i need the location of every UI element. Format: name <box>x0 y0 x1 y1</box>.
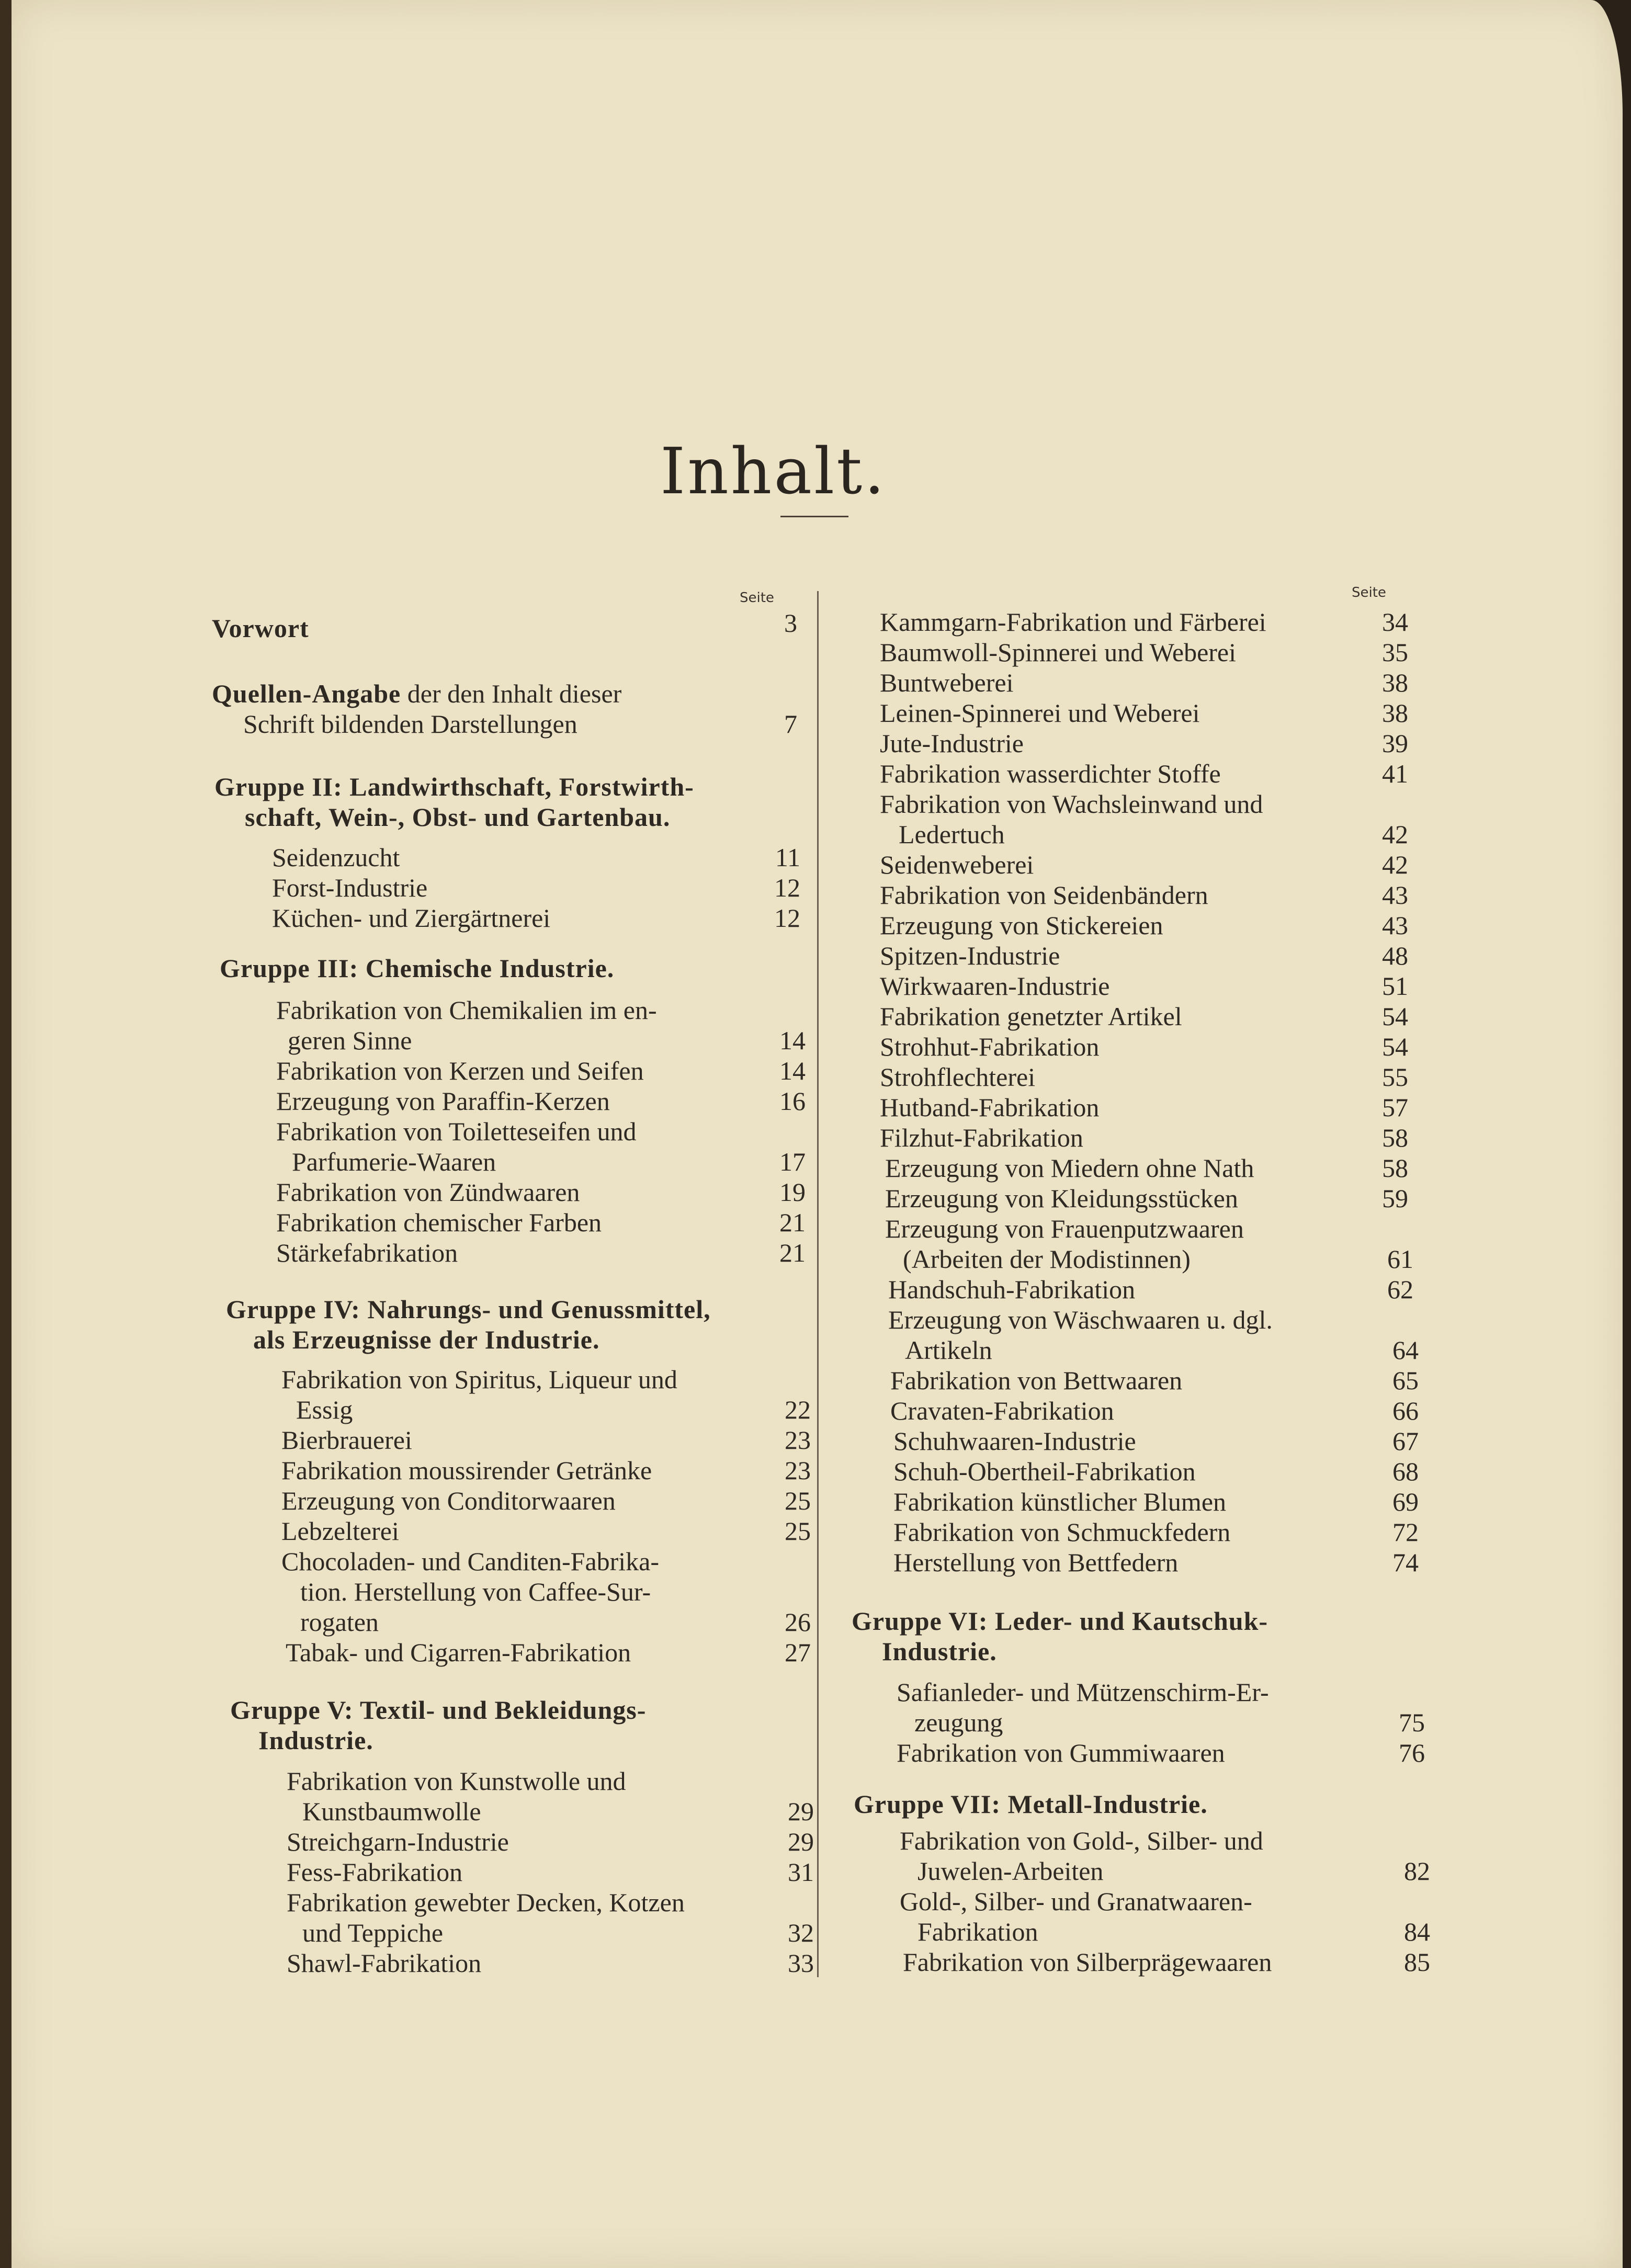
group-heading-vii: Gruppe VII: Metall-Industrie. <box>854 1789 1208 1819</box>
toc-entry: Fabrikation von Chemikalien im en- <box>276 995 657 1025</box>
toc-entry: Fabrikation gewebter Decken, Kotzen <box>287 1888 685 1917</box>
toc-entry: Fabrikation von Gold-, Silber- und <box>900 1826 1263 1855</box>
toc-page: 34 <box>1382 607 1408 637</box>
toc-entry: Kammgarn-Fabrikation und Färberei <box>880 607 1266 637</box>
toc-entry: Fabrikation von Wachsleinwand und <box>880 789 1263 819</box>
toc-entry-line: Schrift bildenden Darstellungen <box>243 709 577 739</box>
toc-entry: Fabrikation von Seidenbändern <box>880 880 1208 910</box>
toc-entry: Stärkefabrikation <box>276 1238 458 1267</box>
toc-page: 19 <box>779 1177 806 1207</box>
toc-page: 12 <box>774 873 800 902</box>
toc-entry: rogaten <box>300 1607 379 1637</box>
toc-entry: Leinen-Spinnerei und Weberei <box>880 698 1200 728</box>
toc-page: 14 <box>779 1056 806 1085</box>
toc-page: 22 <box>785 1395 811 1424</box>
toc-page: 61 <box>1387 1244 1413 1274</box>
group-heading-v: Gruppe V: Textil- und Bekleidungs- <box>230 1695 647 1725</box>
toc-page: 69 <box>1392 1487 1419 1516</box>
toc-entry: Schuh-Obertheil-Fabrikation <box>893 1457 1196 1486</box>
toc-page: 23 <box>785 1425 811 1455</box>
toc-page: 72 <box>1392 1517 1419 1547</box>
toc-entry: Filzhut-Fabrikation <box>880 1123 1083 1152</box>
toc-entry: Fabrikation <box>918 1917 1038 1946</box>
toc-entry: Fabrikation von Zündwaaren <box>276 1177 580 1207</box>
toc-page: 11 <box>775 843 800 872</box>
toc-entry: Wirkwaaren-Industrie <box>880 971 1110 1001</box>
toc-entry: Jute-Industrie <box>880 729 1024 758</box>
toc-entry: Shawl-Fabrikation <box>287 1948 482 1978</box>
toc-entry: Fabrikation von Kerzen und Seifen <box>276 1056 644 1085</box>
toc-entry: Streichgarn-Industrie <box>287 1827 509 1856</box>
toc-entry: Forst-Industrie <box>272 873 428 902</box>
toc-entry: zeugung <box>914 1708 1003 1737</box>
toc-entry: Fabrikation von Kunstwolle und <box>287 1766 626 1796</box>
toc-page: 3 <box>784 608 797 638</box>
toc-entry: Fabrikation von Gummiwaaren <box>897 1738 1225 1767</box>
toc-page: 7 <box>784 709 797 739</box>
toc-page: 62 <box>1387 1275 1413 1304</box>
toc-page: 42 <box>1382 850 1408 879</box>
toc-page: 38 <box>1382 698 1408 728</box>
toc-entry: Buntweberei <box>880 668 1014 697</box>
toc-entry: (Arbeiten der Modistinnen) <box>903 1244 1191 1274</box>
toc-page: 29 <box>788 1797 814 1826</box>
toc-page: 31 <box>788 1857 814 1887</box>
toc-entry: Essig <box>296 1395 353 1424</box>
toc-entry: Küchen- und Ziergärtnerei <box>272 903 551 933</box>
toc-entry: Parfumerie-Waaren <box>292 1147 496 1176</box>
toc-page: 12 <box>774 903 800 933</box>
toc-page: 26 <box>785 1607 811 1637</box>
book-spine <box>0 0 12 2268</box>
toc-entry: Erzeugung von Conditorwaaren <box>281 1486 616 1515</box>
toc-entry: Baumwoll-Spinnerei und Weberei <box>880 638 1237 667</box>
toc-entry: Juwelen-Arbeiten <box>918 1856 1104 1886</box>
quellen-rest: der den Inhalt dieser <box>407 679 622 708</box>
toc-page: 25 <box>785 1486 811 1515</box>
toc-heading-vorwort: Vorwort <box>212 614 309 643</box>
toc-page: 51 <box>1382 971 1408 1001</box>
toc-entry: Herstellung von Bettfedern <box>893 1548 1179 1577</box>
title-underline <box>780 516 848 517</box>
toc-page: 32 <box>788 1918 814 1947</box>
toc-page: 65 <box>1392 1366 1419 1395</box>
group-heading-iv-cont: als Erzeugnisse der Industrie. <box>253 1325 600 1354</box>
toc-page: 43 <box>1382 880 1408 910</box>
page-title: Inhalt. <box>660 434 887 508</box>
group-heading-ii: Gruppe II: Landwirthschaft, Forstwirth- <box>214 772 694 801</box>
seite-label-right: Seite <box>1352 585 1386 600</box>
toc-page: 82 <box>1404 1856 1430 1886</box>
toc-entry: Fess-Fabrikation <box>287 1857 463 1887</box>
toc-page: 17 <box>779 1147 806 1176</box>
toc-page: 55 <box>1382 1062 1408 1092</box>
toc-entry: Seidenweberei <box>880 850 1034 879</box>
toc-page: 48 <box>1382 941 1408 970</box>
toc-page: 75 <box>1399 1708 1425 1737</box>
toc-page: 35 <box>1382 638 1408 667</box>
toc-entry: Fabrikation von Bettwaaren <box>890 1366 1183 1395</box>
toc-entry: Strohhut-Fabrikation <box>880 1032 1100 1061</box>
toc-page: 54 <box>1382 1002 1408 1031</box>
toc-entry: Fabrikation künstlicher Blumen <box>893 1487 1227 1516</box>
toc-page: 21 <box>779 1208 806 1237</box>
toc-entry: Fabrikation chemischer Farben <box>276 1208 602 1237</box>
toc-entry: Fabrikation von Toiletteseifen und <box>276 1117 637 1146</box>
toc-entry: Lebzelterei <box>281 1516 399 1546</box>
toc-entry: Safianleder- und Mützenschirm-Er- <box>897 1677 1269 1707</box>
toc-entry: Erzeugung von Frauenputzwaaren <box>885 1214 1244 1243</box>
group-heading-iv: Gruppe IV: Nahrungs- und Genussmittel, <box>226 1295 711 1324</box>
toc-page: 59 <box>1382 1184 1408 1213</box>
toc-page: 64 <box>1392 1335 1419 1365</box>
toc-entry: Chocoladen- und Canditen-Fabrika- <box>281 1547 660 1576</box>
toc-page: 58 <box>1382 1123 1408 1152</box>
column-divider <box>817 591 819 1977</box>
toc-entry: und Teppiche <box>302 1918 444 1947</box>
toc-page: 33 <box>788 1948 814 1978</box>
toc-entry: Strohflechterei <box>880 1062 1036 1092</box>
toc-page: 67 <box>1392 1426 1419 1456</box>
toc-page: 39 <box>1382 729 1408 758</box>
toc-page: 57 <box>1382 1093 1408 1122</box>
toc-page: 27 <box>785 1638 811 1667</box>
group-heading-v-cont: Industrie. <box>258 1726 373 1755</box>
toc-entry: Hutband-Fabrikation <box>880 1093 1100 1122</box>
toc-entry: Erzeugung von Wäschwaaren u. dgl. <box>888 1305 1273 1334</box>
toc-entry: Seidenzucht <box>272 843 400 872</box>
toc-entry: Fabrikation moussirender Getränke <box>281 1456 652 1485</box>
quellen-bold-lead: Quellen-Angabe <box>212 679 401 708</box>
toc-page: 85 <box>1404 1947 1430 1977</box>
group-heading-vi: Gruppe VI: Leder- und Kautschuk- <box>852 1606 1268 1636</box>
toc-entry: Erzeugung von Kleidungsstücken <box>885 1184 1238 1213</box>
toc-entry: Gold-, Silber- und Granatwaaren- <box>900 1887 1252 1916</box>
toc-entry: geren Sinne <box>288 1026 412 1055</box>
toc-entry: Erzeugung von Miedern ohne Nath <box>885 1153 1254 1183</box>
toc-page: 84 <box>1404 1917 1430 1946</box>
toc-entry: Ledertuch <box>899 820 1005 849</box>
seite-label-left: Seite <box>740 590 774 606</box>
group-heading-ii-cont: schaft, Wein-, Obst- und Gartenbau. <box>245 802 671 832</box>
toc-heading-quellen <box>212 678 621 709</box>
toc-page: 58 <box>1382 1153 1408 1183</box>
toc-page: 54 <box>1382 1032 1408 1061</box>
toc-page: 42 <box>1382 820 1408 849</box>
toc-page: 16 <box>779 1086 806 1116</box>
toc-entry: Schuhwaaren-Industrie <box>893 1426 1136 1456</box>
toc-entry: Fabrikation wasserdichter Stoffe <box>880 759 1221 788</box>
toc-entry: Cravaten-Fabrikation <box>890 1396 1114 1425</box>
toc-page: 68 <box>1392 1457 1419 1486</box>
toc-entry: Fabrikation genetzter Artikel <box>880 1002 1182 1031</box>
toc-page: 14 <box>779 1026 806 1055</box>
toc-page: 21 <box>779 1238 806 1267</box>
toc-entry: Erzeugung von Paraffin-Kerzen <box>276 1086 610 1116</box>
toc-entry: Kunstbaumwolle <box>302 1797 481 1826</box>
group-heading-vi-cont: Industrie. <box>882 1637 997 1666</box>
toc-entry: Artikeln <box>905 1335 992 1365</box>
toc-entry: Tabak- und Cigarren-Fabrikation <box>286 1638 631 1667</box>
toc-page: 76 <box>1399 1738 1425 1767</box>
toc-page: 74 <box>1392 1548 1419 1577</box>
toc-entry: Fabrikation von Spiritus, Liqueur und <box>281 1365 677 1394</box>
toc-page: 38 <box>1382 668 1408 697</box>
toc-page: 25 <box>785 1516 811 1546</box>
toc-page: 29 <box>788 1827 814 1856</box>
page-sheet <box>12 0 1623 2268</box>
toc-page: 43 <box>1382 911 1408 940</box>
toc-entry: tion. Herstellung von Caffee-Sur- <box>300 1577 651 1606</box>
toc-entry: Handschuh-Fabrikation <box>888 1275 1136 1304</box>
toc-page: 66 <box>1392 1396 1419 1425</box>
toc-page: 41 <box>1382 759 1408 788</box>
group-heading-iii: Gruppe III: Chemische Industrie. <box>220 954 615 983</box>
toc-entry: Erzeugung von Stickereien <box>880 911 1163 940</box>
toc-entry: Bierbrauerei <box>281 1425 412 1455</box>
toc-entry: Fabrikation von Silberprägewaaren <box>903 1947 1272 1977</box>
toc-entry: Spitzen-Industrie <box>880 941 1060 970</box>
toc-entry: Fabrikation von Schmuckfedern <box>893 1517 1231 1547</box>
toc-page: 23 <box>785 1456 811 1485</box>
